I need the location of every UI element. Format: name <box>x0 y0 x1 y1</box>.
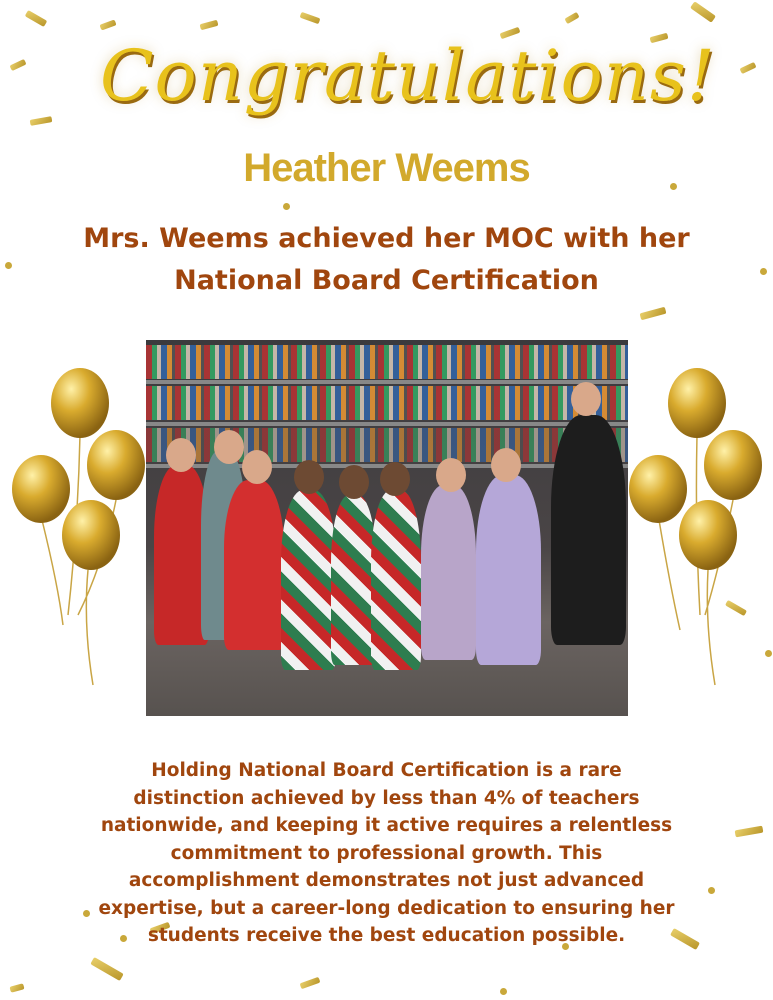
honoree-name: Heather Weems <box>243 146 530 190</box>
congratulations-title: Congratulations! <box>100 35 716 117</box>
headline: Mrs. Weems achieved her MOC with her National Board Certification <box>83 223 690 296</box>
balloons-left-icon <box>8 365 153 695</box>
class-photo <box>146 340 628 716</box>
balloons-right-icon <box>625 365 770 695</box>
body-paragraph: Holding National Board Certification is a rare distinction achieved by less than 4% of teachers nationwide, and keeping it active requires a relentless commitment to professional growth. This accomplishment demonstrates not just advanced expertise, but a career-long dedication to ensuring her students receive the best education possible. <box>98 760 675 946</box>
